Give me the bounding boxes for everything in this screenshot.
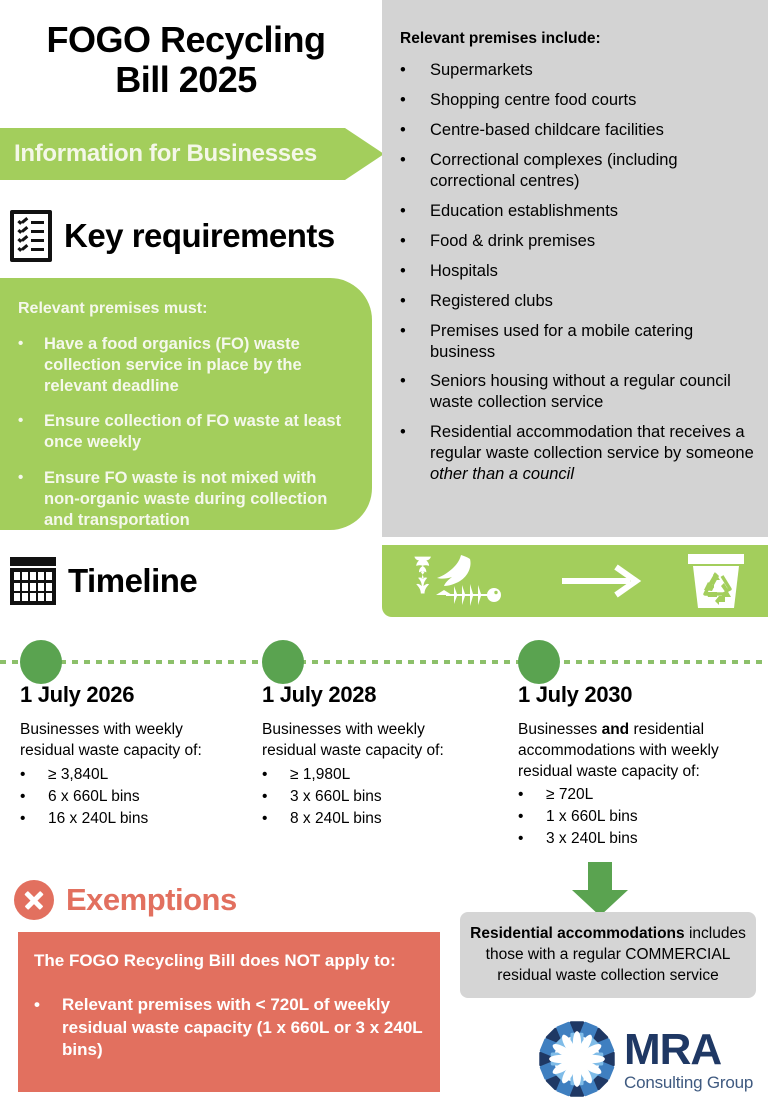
relevant-premises-panel xyxy=(382,0,768,537)
timeline-label: Timeline xyxy=(68,562,198,599)
list-item xyxy=(18,334,354,397)
milestone-bullets xyxy=(20,764,220,830)
list-item-text: Hospitals xyxy=(430,261,498,280)
list-item xyxy=(262,786,472,808)
timeline-dot xyxy=(518,640,560,684)
premises-lead: Relevant premises include: xyxy=(400,30,601,47)
timeline-milestone-2028 xyxy=(262,682,472,830)
bullet-icon: • xyxy=(18,335,24,352)
list-item-text: Seniors housing without a regular council waste collection service xyxy=(430,372,731,412)
calendar-icon xyxy=(10,557,56,605)
bullet-icon: • xyxy=(400,150,406,169)
bullet-icon: • xyxy=(518,830,524,848)
mra-name: MRA xyxy=(624,1024,722,1074)
list-item xyxy=(400,422,758,485)
food-waste-banner xyxy=(382,545,768,617)
bullet-icon: • xyxy=(400,291,406,310)
checklist-icon xyxy=(10,210,52,262)
list-item xyxy=(400,371,758,413)
milestone-description: Businesses with weekly residual waste capacity of: xyxy=(262,721,444,759)
list-item-text: 8 x 240L bins xyxy=(290,809,382,827)
list-item xyxy=(400,261,758,282)
mra-mandala-icon xyxy=(536,1018,618,1100)
food-scraps-icon xyxy=(404,553,516,609)
exemptions-list xyxy=(34,994,424,1061)
exemptions-label: Exemptions xyxy=(66,882,237,917)
timeline-milestone-2026 xyxy=(20,682,220,830)
bullet-icon: • xyxy=(400,423,406,442)
premises-list xyxy=(400,60,758,485)
bullet-icon: • xyxy=(400,231,406,250)
list-item xyxy=(18,468,354,531)
bullet-icon: • xyxy=(400,321,406,340)
bullet-icon: • xyxy=(262,787,268,805)
bullet-icon: • xyxy=(400,372,406,391)
list-item-text: Residential accommodation that receives a regular waste collection service by someone other than a council xyxy=(430,423,754,484)
x-circle-icon xyxy=(14,880,54,920)
timeline-milestone-2030 xyxy=(518,682,754,850)
list-item xyxy=(262,808,472,830)
timeline-dot xyxy=(20,640,62,684)
timeline-heading xyxy=(10,557,197,605)
milestone-date: 1 July 2030 xyxy=(518,682,633,707)
bullet-icon: • xyxy=(20,809,26,827)
list-item-text: Have a food organics (FO) waste collection service in place by the relevant deadline xyxy=(44,335,302,396)
bullet-icon: • xyxy=(518,808,524,826)
residential-accommodations-note xyxy=(460,912,756,998)
key-requirements-list xyxy=(18,334,354,531)
list-item xyxy=(400,120,758,141)
list-item xyxy=(400,90,758,111)
list-item-text: Food & drink premises xyxy=(430,231,596,250)
milestone-date: 1 July 2028 xyxy=(262,682,377,707)
list-item xyxy=(518,828,754,850)
key-requirements-label: Key requirements xyxy=(64,217,335,254)
list-item xyxy=(34,994,424,1061)
information-banner xyxy=(0,128,384,180)
list-item-text: Ensure collection of FO waste at least once weekly xyxy=(44,412,342,452)
list-item xyxy=(20,764,220,786)
list-item-text: Relevant premises with < 720L of weekly residual waste capacity (1 x 660L or 3 x 240L bins) xyxy=(62,995,423,1059)
timeline-dot xyxy=(262,640,304,684)
bullet-icon: • xyxy=(18,468,24,486)
note-text: includes those with a regular COMMERCIAL residual waste collection service xyxy=(485,925,746,984)
list-item-text: 16 x 240L bins xyxy=(48,809,149,827)
mra-tagline: Consulting Group xyxy=(624,1072,754,1092)
bullet-icon: • xyxy=(34,995,40,1015)
bullet-icon: • xyxy=(400,90,406,109)
list-item-text: ≥ 720L xyxy=(546,786,594,804)
exemptions-heading xyxy=(14,880,237,920)
bullet-icon: • xyxy=(400,201,406,220)
bullet-icon: • xyxy=(18,412,24,430)
list-item xyxy=(18,411,354,453)
list-item-text: Centre-based childcare facilities xyxy=(430,120,664,139)
exemptions-lead: The FOGO Recycling Bill does NOT apply to: xyxy=(34,951,396,970)
list-item xyxy=(400,60,758,81)
list-item-text: 3 x 240L bins xyxy=(546,830,638,848)
organics-bin-recycle-icon xyxy=(686,552,746,610)
key-requirements-lead: Relevant premises must: xyxy=(18,300,208,317)
list-item-text: ≥ 1,980L xyxy=(290,765,351,783)
exemptions-card xyxy=(18,932,440,1092)
milestone-description-pre: Businesses xyxy=(518,721,602,738)
arrow-down-icon xyxy=(572,862,628,916)
list-item-text: ≥ 3,840L xyxy=(48,765,109,783)
list-item xyxy=(400,201,758,222)
bullet-icon: • xyxy=(262,765,268,783)
list-item xyxy=(262,764,472,786)
page-title-line2: Bill 2025 xyxy=(115,59,257,101)
list-item-text: 3 x 660L bins xyxy=(290,787,382,805)
arrow-right-icon xyxy=(560,564,642,598)
list-item-text: Correctional complexes (including correctional centres) xyxy=(430,150,678,190)
mra-logo xyxy=(536,1018,756,1100)
list-item-text: Premises used for a mobile catering business xyxy=(430,321,694,361)
mra-wordmark xyxy=(624,1024,754,1092)
list-item-emphasis: other than a council xyxy=(430,465,575,484)
key-requirements-heading xyxy=(10,210,335,262)
bullet-icon: • xyxy=(20,765,26,783)
list-item-text: 6 x 660L bins xyxy=(48,787,140,805)
milestone-date: 1 July 2026 xyxy=(20,682,135,707)
list-item-text: Shopping centre food courts xyxy=(430,90,637,109)
list-item-text: Education establishments xyxy=(430,201,619,220)
list-item-text: 1 x 660L bins xyxy=(546,808,638,826)
key-requirements-card xyxy=(0,278,372,530)
bullet-icon: • xyxy=(20,787,26,805)
list-item-text: Ensure FO waste is not mixed with non-organic waste during collection and transportation xyxy=(44,468,328,529)
timeline-track xyxy=(0,660,768,664)
list-item xyxy=(20,808,220,830)
bullet-icon: • xyxy=(262,809,268,827)
milestone-bullets xyxy=(262,764,472,830)
page-title-line1: FOGO Recycling xyxy=(46,19,326,60)
note-bold-term: Residential accommodations xyxy=(470,925,685,942)
page-title xyxy=(0,20,372,101)
list-item xyxy=(400,231,758,252)
milestone-description xyxy=(518,720,754,782)
milestone-description-bold: and xyxy=(601,721,630,738)
list-item xyxy=(518,784,754,806)
bullet-icon: • xyxy=(400,61,406,79)
list-item-text: Registered clubs xyxy=(430,291,553,310)
list-item xyxy=(20,786,220,808)
milestone-bullets xyxy=(518,784,754,850)
list-item xyxy=(400,321,758,363)
list-item-text: Supermarkets xyxy=(430,61,533,79)
bullet-icon: • xyxy=(400,120,406,139)
banner-label: Information for Businesses xyxy=(14,140,317,167)
milestone-description-post: residential accommodations with weekly residual waste capacity of: xyxy=(518,721,719,780)
list-item xyxy=(400,150,758,192)
bullet-icon: • xyxy=(518,786,524,804)
milestone-description: Businesses with weekly residual waste capacity of: xyxy=(20,721,202,759)
bullet-icon: • xyxy=(400,261,406,280)
list-item xyxy=(400,291,758,312)
list-item xyxy=(518,806,754,828)
